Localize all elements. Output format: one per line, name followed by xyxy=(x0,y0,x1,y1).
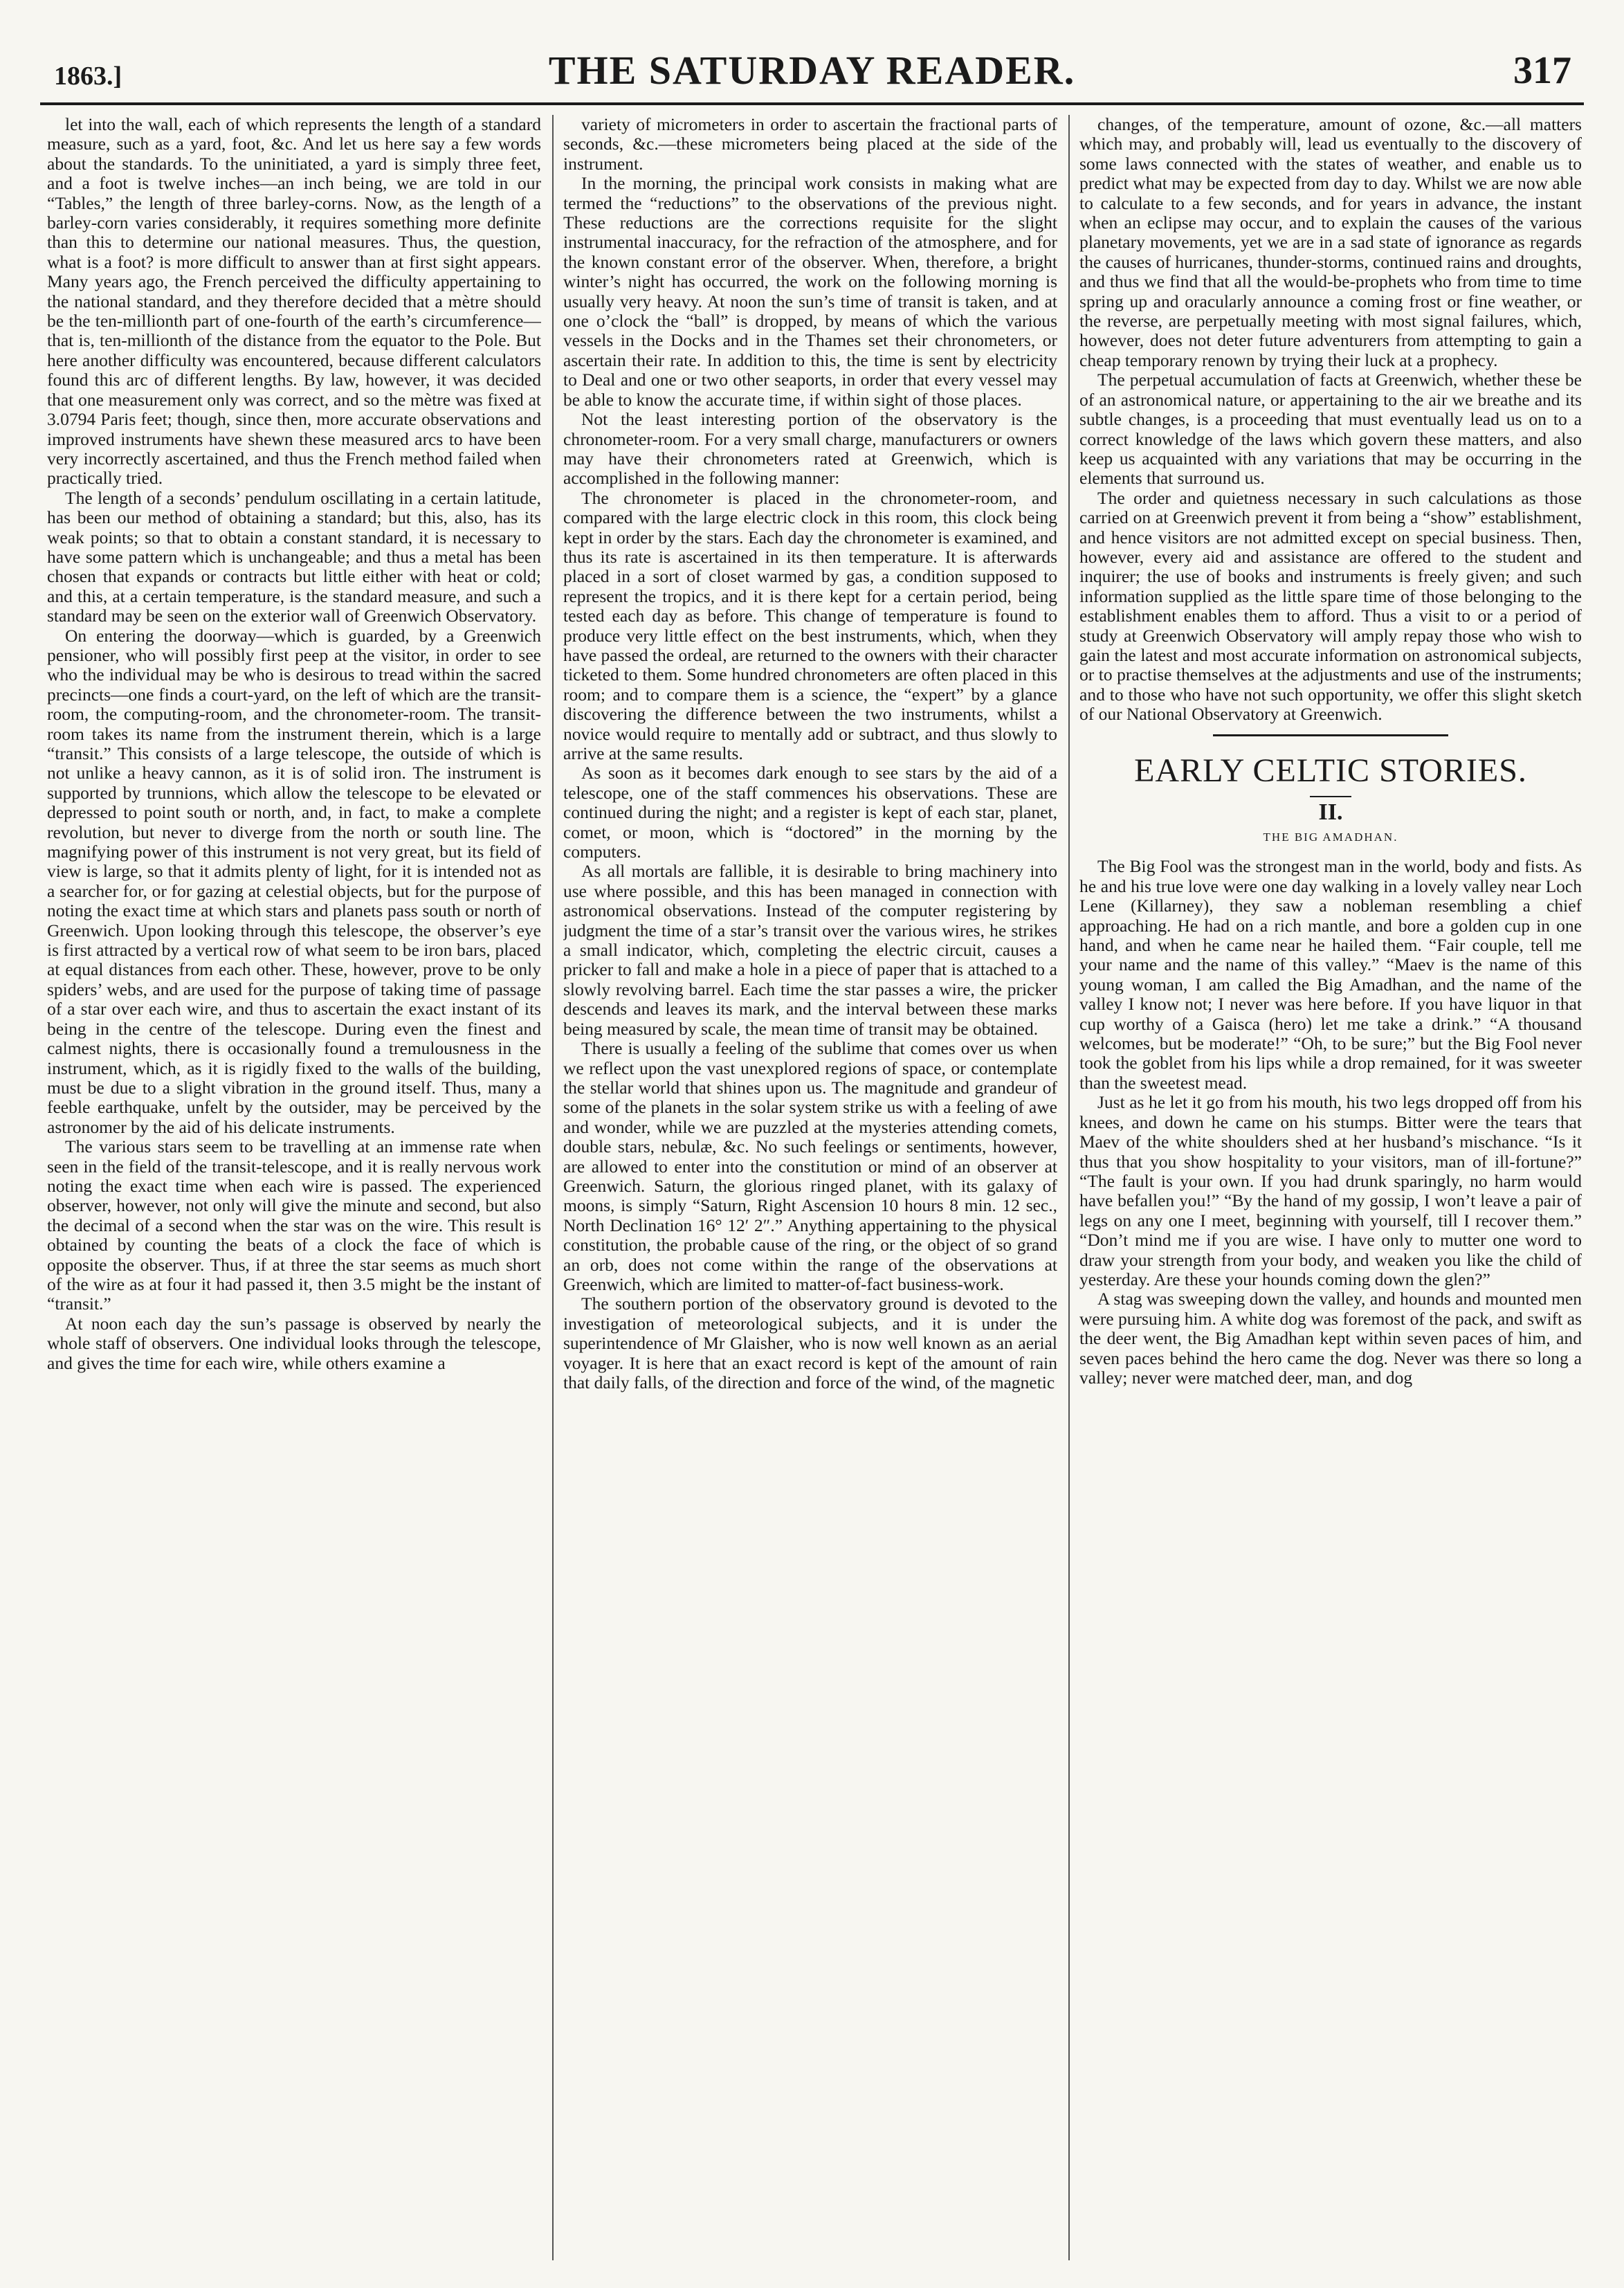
paragraph: The Big Fool was the strongest man in the world, body and fists. As he and his true love were one day walking in a lovely valley near Loch Lene (Killarney), they saw a nobleman resembling a chief approaching. He had on a rich mantle, and bore a golden cup in one hand, and when he came near he hailed them. “Fair couple, tell me your name and the name of this valley.” “Maev is the name of this young woman, I am called the Big Amadhan, and the name of the valley I know not; I never was here before. If you have liquor in that cup worthy of a Gaisca (hero) let me take a drink.” “A thousand welcomes, but be moderate!” “Oh, to be sure;” but the Big Fool never took the goblet from his lips while a drop remained, for it was sweeter than the sweetest mead. xyxy=(1079,856,1582,1093)
paragraph: The length of a seconds’ pendulum oscillating in a certain latitude, has been our method of obtaining a standard; but this, also, has its weak points; so that to obtain a constant standard, it is necessary to have some pattern which is unchangeable; and thus a metal has been chosen that expands or contracts but little either with heat or cold; and this, at a certain temperature, is the standard measure, and such a standard may be seen on the exterior wall of Greenwich Observatory. xyxy=(47,487,541,626)
header-date: 1863.] xyxy=(54,62,122,91)
column-3 xyxy=(1079,115,1582,2260)
part-number: II. xyxy=(1318,799,1343,825)
paragraph: The order and quietness necessary in such calculations as those carried on at Greenwich prevent it from being a “show” establishment, and hence visitors are not admitted except on special business. Then, however, every aid and assistance are offered to the student and inquirer; the use of books and instruments is freely given; and such information supplied as the little spare time of those belonging to the establishment enables them to afford. Thus a visit to or a period of study at Greenwich Observatory will amply repay those who wish to gain the latest and most accurate information on astronomical subjects, or to practise themselves at the adjustments and use of the instruments; and to those who have not such opportunity, we offer this slight sketch of our National Observatory at Greenwich. xyxy=(1079,487,1582,725)
paragraph: let into the wall, each of which represents the length of a standard measure, such as a yard, foot, &c. And let us here say a few words about the standards. To the uninitiated, a yard is simply three feet, and a foot is twelve inches—an inch being, we are told in our “Tables,” the length of three barley-corns. Now, as the length of a barley-corn varies considerably, it requires something more definite than this to determine our national measures. Thus, the question, what is a foot? is more difficult to answer than at first sight appears. Many years ago, the French perceived the difficulty appertaining to the national standard, and they therefore decided that a mètre should be the ten-millionth part of one-fourth of the earth’s circumference—that is, ten-millionth of the distance from the equator to the Pole. But here another difficulty was encountered, because different calculators found this arc of different lengths. By law, however, it was decided that one measurement only was correct, and so the mètre was fixed at 3.0794 Paris feet; though, since then, more accurate observations and improved instruments have shewn these measured arcs to have been very incorrectly ascertained, and thus the French method failed when practically tried. xyxy=(47,115,541,489)
paragraph: As soon as it becomes dark enough to see stars by the aid of a telescope, one of the staff commences his observations. These are continued during the night; and a register is kept of each star, planet, comet, or moon, which is “doctored” in the morning by the computers. xyxy=(563,763,1057,862)
paragraph: The chronometer is placed in the chronometer-room, and compared with the large electric clock in this room, this clock being kept in order by the stars. Each day the chronometer is examined, and thus its rate is ascertained in its then temperature. It is afterwards placed in a sort of closet warmed by gas, a condition supposed to represent the tropics, and it is there kept for a certain period, being tested each day as before. This change of temperature is found to produce very little effect on the best instruments, which, when they have passed the ordeal, are returned to the owners with their character ticketed to them. Some hundred chronometers are often placed in this room; and to compare them is a science, the “expert” by a glance discovering the difference between the two instruments, whilst a novice would require to mentally add or subtract, and thus slowly to arrive at the same results. xyxy=(563,487,1057,763)
paragraph: As all mortals are fallible, it is desirable to bring machinery into use where possible, and this has been managed in connection with astronomical observations. Instead of the computer registering by judgment the time of a star’s transit over the various wires, he strikes a small indicator, which, completing the electric circuit, causes a pricker to fall and make a hole in a piece of paper that is attached to a slowly revolving barrel. Each time the star passes a wire, the pricker descends and leaves its mark, and the interval between these marks being measured by scale, the mean time of transit may be obtained. xyxy=(563,861,1057,1039)
article-columns xyxy=(47,115,1582,2260)
title-rule xyxy=(1310,796,1351,797)
paragraph: The various stars seem to be travelling at an immense rate when seen in the field of the transit-telescope, and it is really nervous work noting the exact time when each wire is passed. The experienced observer, however, not only will give the minute and second, but also the decimal of a second when the star was on the wire. This result is obtained by counting the beats of a clock the face of which is opposite the observer. Thus, if at three the star seems as much short of the wire as at four it had passed it, then 3.5 might be the instant of “transit.” xyxy=(47,1136,541,1314)
paragraph: variety of micrometers in order to ascertain the fractional parts of seconds, &c.—these micrometers being placed at the side of the instrument. xyxy=(563,115,1057,174)
paragraph: changes, of the temperature, amount of ozone, &c.—all matters which may, and probably will, lead us eventually to the discovery of some laws connected with the states of weather, and enable us to predict what may be expected from day to day. Whilst we are now able to calculate to a few seconds, and for years in advance, the instant when an eclipse may occur, and to explain the causes of the various planetary movements, yet we are in a sad state of ignorance as regards the causes of hurricanes, thunder-storms, continued rains and droughts, and thus we find that all the would-be-prophets who from time to time spring up and oracularly announce a coming frost or fine weather, or the reverse, are perpetually meeting with most signal failures, which, however, does not deter future adventurers from attempting to gain a cheap temporary renown by trying their luck at a prophecy. xyxy=(1079,115,1582,370)
header-rule xyxy=(40,102,1584,105)
paragraph: Not the least interesting portion of the observatory is the chronometer-room. For a very small charge, manufacturers or owners may have their chronometers rated at Greenwich, which is accomplished in the following manner: xyxy=(563,409,1057,489)
column-1 xyxy=(47,115,541,2260)
paragraph: At noon each day the sun’s passage is observed by nearly the whole staff of observers. One individual looks through the telescope, and gives the time for each wire, while others examine a xyxy=(47,1313,541,1373)
paragraph: There is usually a feeling of the sublime that comes over us when we reflect upon the vast unexplored regions of space, or contemplate the stellar world that shines upon us. The magnitude and grandeur of some of the planets in the solar system strike us with a feeling of awe and wonder, while we are puzzled at the mysteries attending comets, double stars, nebulæ, &c. No such feelings or sentiments, however, are allowed to enter into the constitution or mind of an observer at Greenwich. Saturn, the glorious ringed planet, with its galaxy of moons, is simply “Saturn, Right Ascension 10 hours 8 min. 12 sec., North Declination 16° 12′ 2″.” Anything appertaining to the physical constitution, the probable cause of the ring, or the object of so grand an orb, does not come within the range of the observations at Greenwich, which are limited to matter-of-fact business-work. xyxy=(563,1038,1057,1294)
story-subtitle: THE BIG AMADHAN. xyxy=(1263,830,1398,844)
masthead-title: THE SATURDAY READER. xyxy=(548,48,1076,93)
paragraph: Just as he let it go from his mouth, his two legs dropped off from his knees, and down he came on his stumps. Bitter were the tears that Maev of the white shoulders shed at her husband’s mischance. “Is it thus that you show hospitality to your visitors, man of ill-fortune?” “The fault is your own. If you had drunk sparingly, no harm would have befallen you!” “By the hand of my gossip, I won’t leave a pair of legs on any one I meet, beginning with yourself, till I recover them.” “Don’t mind me if you are wise. I have only to mutter one word to draw your strength from your body, and weaken you like the child of yesterday. Are these your hounds coming down the glen?” xyxy=(1079,1092,1582,1289)
column-divider xyxy=(1068,115,1070,2260)
page-header xyxy=(40,21,1584,104)
section-separator xyxy=(1213,734,1448,736)
paragraph: In the morning, the principal work consists in making what are termed the “reductions” to the observations of the previous night. These reductions are the corrections requisite for the slight instrumental inaccuracy, for the refraction of the atmosphere, and for the known constant error of the observer. When, therefore, a bright winter’s night has occurred, the work on the following morning is usually very heavy. At noon the sun’s time of transit is taken, and at one o’clock the “ball” is dropped, by means of which the various vessels in the Docks and in the Thames set their chronometers, or ascertain their rate. In addition to this, the time is sent by electricity to Deal and one or two other seaports, in order that every vessel may be able to know the accurate time, if within sight of those places. xyxy=(563,173,1057,410)
paragraph: The southern portion of the observatory ground is devoted to the investigation of meteorological subjects, and it is under the superintendence of Mr Glaisher, who is now well known as an aerial voyager. It is here that an exact record is kept of the amount of rain that daily falls, of the direction and force of the wind, of the magnetic xyxy=(563,1293,1057,1392)
column-divider xyxy=(552,115,554,2260)
column-2 xyxy=(563,115,1057,2260)
paragraph: On entering the doorway—which is guarded, by a Greenwich pensioner, who will possibly first peep at the visitor, in order to see who the individual may be who is desirous to tread within the sacred precincts—one finds a court-yard, on the left of which are the transit-room, the computing-room, and the chronometer-room. The transit-room takes its name from the instrument therein, which is a large “transit.” This consists of a large telescope, the outside of which is not unlike a heavy cannon, as it is of solid iron. The instrument is supported by trunnions, which allow the telescope to be elevated or depressed to point south or north, and, in fact, to make a complete revolution, but never to diverge from the north or south line. The magnifying power of this instrument is not very great, but its field of view is large, so that it admits plenty of light, for it is intended not as a searcher for, or for gazing at celestial objects, but for the purpose of noting the exact time at which stars and planets pass south or north of Greenwich. Upon looking through this telescope, the observer’s eye is first attracted by a vertical row of what seem to be iron bars, placed at equal distances from each other. These, however, prove to be only spiders’ webs, and are used for the purpose of taking time of passage of a star over each wire, and thus to ascertain the exact instant of its being in the centre of the telescope. During even the finest and calmest nights, there is occasionally found a tremulousness in the instrument, which, as it is rigidly fixed to the walls of the building, must be due to a slight vibration in the ground itself. Thus, many a feeble earthquake, unfelt by the outsider, may be perceived by the astronomer by the aid of his delicate instruments. xyxy=(47,625,541,1137)
section-title: EARLY CELTIC STORIES. xyxy=(1134,752,1527,789)
paragraph: A stag was sweeping down the valley, and hounds and mounted men were pursuing him. A white dog was foremost of the pack, and swift as the deer went, the Big Amadhan kept within seven paces of him, and seven paces behind the hero came the dog. Never was there so long a valley; never were matched deer, man, and dog xyxy=(1079,1289,1582,1388)
paragraph: The perpetual accumulation of facts at Greenwich, whether these be of an astronomical nature, or appertaining to the air we breathe and its subtle changes, is a proceeding that must eventually lead us on to a correct knowledge of the laws which govern these matters, and also keep us acquainted with any variations that may be occurring in the elements that surround us. xyxy=(1079,370,1582,489)
page-number: 317 xyxy=(1513,49,1571,92)
